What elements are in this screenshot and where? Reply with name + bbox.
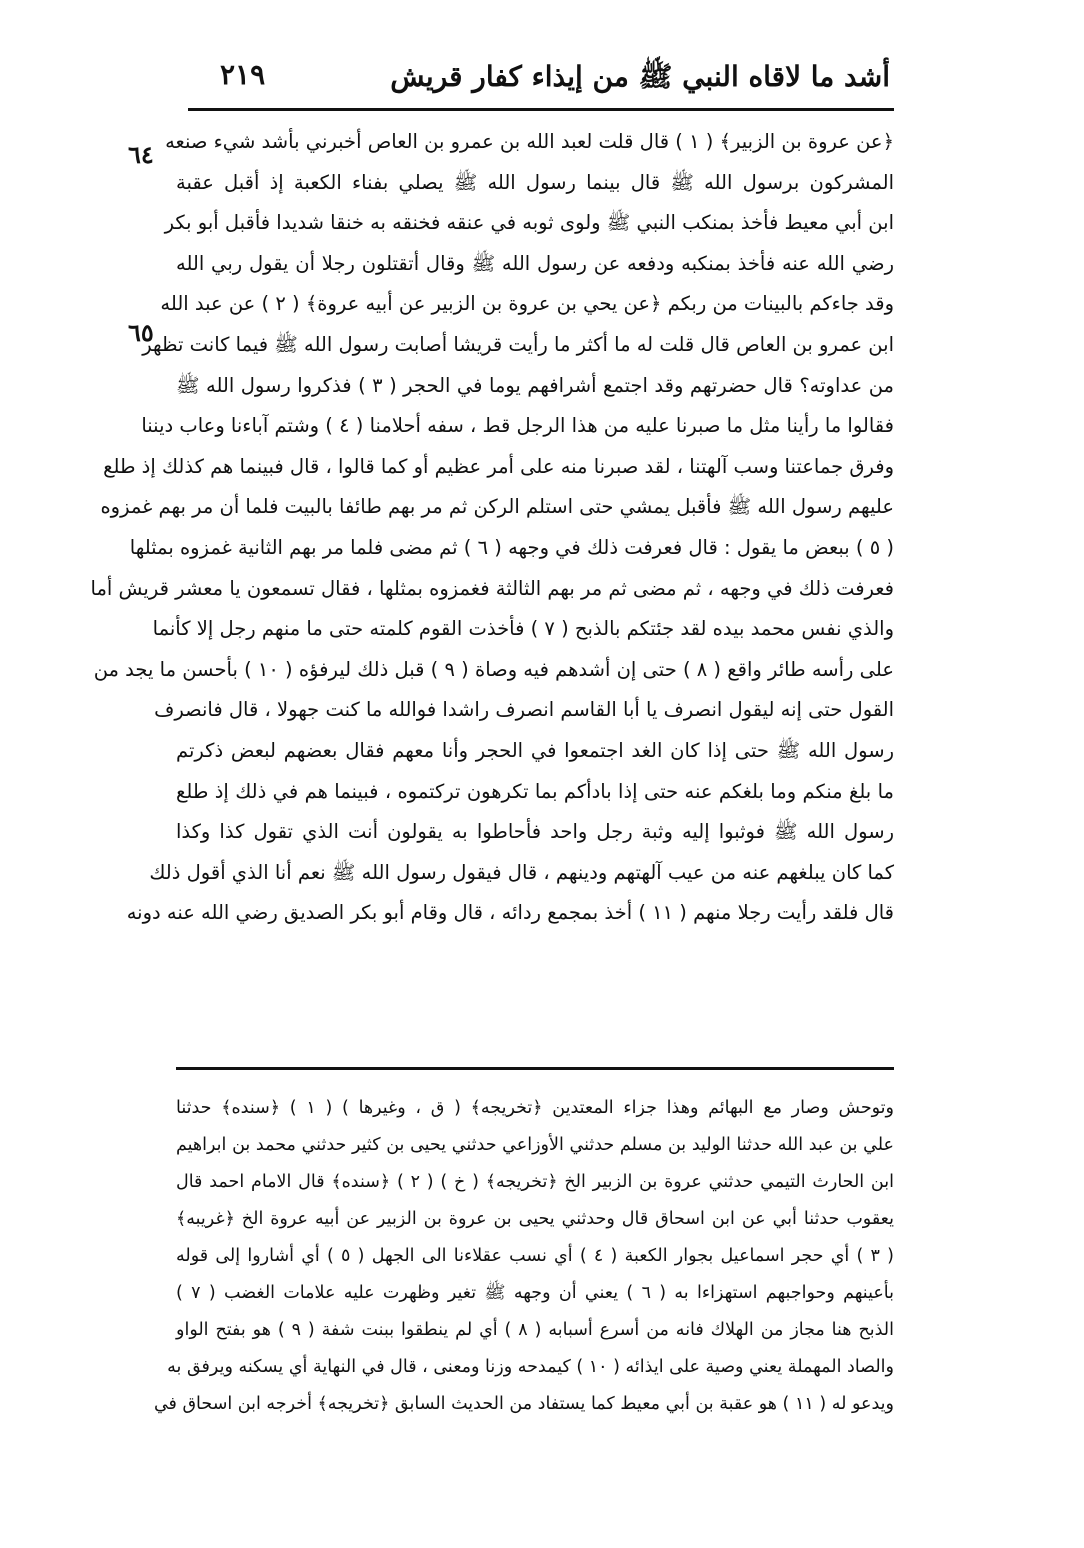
- text-line: وقد جاءكم بالبينات من ربكم ﴿عن يحي بن عروة بن الزبير عن أبيه عروة﴾ ( ٢ ) عن عبد الله: [160, 292, 894, 316]
- text-line: قال فلقد رأيت رجلا منهم ( ١١ ) أخذ بمجمع ردائه ، قال وقام أبو بكر الصديق رضي الله عنه دونه: [126, 901, 894, 925]
- footnote-line: ( ٣ ) أي حجر اسماعيل بجوار الكعبة ( ٤ ) أي نسب عقلاءنا الى الجهل ( ٥ ) أي أشاروا إلى قوله: [176, 1246, 895, 1266]
- text-line: ابن أبي معيط فأخذ بمنكب النبي ﷺ ولوى ثوبه في عنقه فخنقه به خنقا شديدا فأقبل أبو بكر: [164, 211, 894, 235]
- text-line: وفرق جماعتنا وسب آلهتنا ، لقد صبرنا منه على أمر عظيم أو كما قالوا ، قال فبينما هم كذلك إذ طلع: [103, 454, 894, 478]
- chapter-title: أشد ما لاقاه النبي ﷺ من إيذاء كفار قريش: [390, 60, 890, 93]
- text-line: من عداوته؟ قال حضرتهم وقد اجتمع أشرافهم يوما في الحجر ( ٣ ) فذكروا رسول الله ﷺ: [176, 373, 894, 397]
- footnote-line: ويدعو له ( ١١ ) هو عقبة بن أبي معيط كما يستفاد من الحديث السابق ﴿تخريجه﴾ أخرجه ابن اسحاق في: [153, 1394, 894, 1414]
- footnote-line: علي بن عبد الله حدثنا الوليد بن مسلم حدثني الأوزاعي حدثني يحيى بن كثير حدثني محمد بن ابراهيم: [176, 1135, 894, 1155]
- text-line: ما بلغ منكم وما بلغكم عنه حتى إذا بادأكم بما تكرهون تركتموه ، فبينما هم في ذلك إذ طلع: [176, 779, 894, 803]
- text-line: فقالوا ما رأينا مثل ما صبرنا عليه من هذا الرجل قط ، سفه أحلامنا ( ٤ ) وشتم آباءنا وعاب ديننا: [141, 414, 894, 438]
- text-line: القول حتى إنه ليقول انصرف يا أبا القاسم انصرف راشدا فوالله ما كنت جهولا ، قال فانصرف: [154, 698, 894, 722]
- text-line: فعرفت ذلك في وجهه ، ثم مضى ثم مر بهم الثالثة فغمزوه بمثلها ، فقال تسمعون يا معشر قريش أما: [90, 576, 894, 600]
- header-divider: [188, 108, 894, 111]
- text-line: المشركون برسول الله ﷺ قال بينما رسول الله ﷺ يصلي بفناء الكعبة إذ أقبل عقبة: [176, 170, 894, 194]
- footnote-line: ابن الحارث التيمي حدثني عروة بن الزبير الخ ﴿تخريجه﴾ ( خ ) ( ٢ ) ﴿سنده﴾ قال الامام احمد قال: [176, 1172, 894, 1192]
- text-line: على رأسه طائر واقع ( ٨ ) حتى إن أشدهم فيه وصاة ( ٩ ) قبل ذلك ليرفؤه ( ١٠ ) بأحسن ما يجد من: [93, 657, 894, 681]
- text-line: رسول الله ﷺ حتى إذا كان الغد اجتمعوا في الحجر وأنا معهم فقال بعضهم لبعض ذكرتم: [176, 738, 894, 762]
- text-line: والذي نفس محمد بيده لقد جئتكم بالذبح ( ٧ ) فأخذت القوم كلمته حتى ما منهم رجل إلا كأنما: [152, 617, 894, 641]
- footnote-line: الذبح هنا مجاز من الهلاك فانه من أسرع أسبابه ( ٨ ) أي لم ينطقوا ببنت شفة ( ٩ ) هو بفتح الواو: [176, 1320, 894, 1340]
- footnote-line: يعقوب حدثنا أبي عن ابن اسحاق قال وحدثني يحيى بن عروة بن الزبير عن أبيه عروة الخ ﴿غريبه﴾: [176, 1209, 894, 1229]
- text-line: عليهم رسول الله ﷺ فأقبل يمشي حتى استلم الركن ثم مر بهم طائفا بالبيت فلما أن مر بهم غمزوه: [100, 495, 894, 519]
- text-line: ابن عمرو بن العاص قال قلت له ما أكثر ما رأيت قريشا أصابت رسول الله ﷺ فيما كانت تظهر: [142, 332, 894, 356]
- page-number: ٢١٩: [220, 58, 266, 91]
- text-line: ( ٥ ) ببعض ما يقول : قال فعرفت ذلك في وجهه ( ٦ ) ثم مضى فلما مر بهم الثانية غمزوه بمثلها: [129, 535, 894, 559]
- footnote-line: بأعينهم وحواجبهم استهزاءا به ( ٦ ) يعني أن وجهه ﷺ تغير وظهرت عليه علامات الغضب ( ٧ ): [176, 1283, 895, 1303]
- text-line: كما كان يبلغهم عنه من عيب آلهتهم ودينهم ، قال فيقول رسول الله ﷺ نعم أنا الذي أقول ذلك: [149, 860, 894, 884]
- hadith-number: ٦٤: [128, 140, 154, 169]
- hadith-number: ٦٥: [128, 318, 154, 347]
- text-line: ﴿عن عروة بن الزبير﴾ ( ١ ) قال قلت لعبد الله بن عمرو بن العاص أخبرني بأشد شيء صنعه: [165, 130, 894, 153]
- footnotes: [153, 1090, 895, 1423]
- footnote-divider: [176, 1067, 894, 1070]
- text-line: رسول الله ﷺ فوثبوا إليه وثبة رجل واحد فأحاطوا به يقولون أنت الذي تقول كذا وكذا: [176, 820, 894, 844]
- page-header: [190, 58, 890, 98]
- footnote-line: وتوحش وصار مع البهائم وهذا جزاء المعتدين ﴿تخريجه﴾ ( ق ، وغيرها ) ( ١ ) ﴿سنده﴾ حدثنا: [176, 1098, 894, 1118]
- footnote-line: والصاد المهملة يعني وصية على ايذائه ( ١٠ ) كيمدحه وزنا ومعنى ، قال في النهاية أي يسكنه ويرفق به: [167, 1357, 894, 1377]
- text-line: رضي الله عنه فأخذ بمنكبه ودفعه عن رسول الله ﷺ وقال أتقتلون رجلا أن يقول ربي الله: [176, 251, 894, 275]
